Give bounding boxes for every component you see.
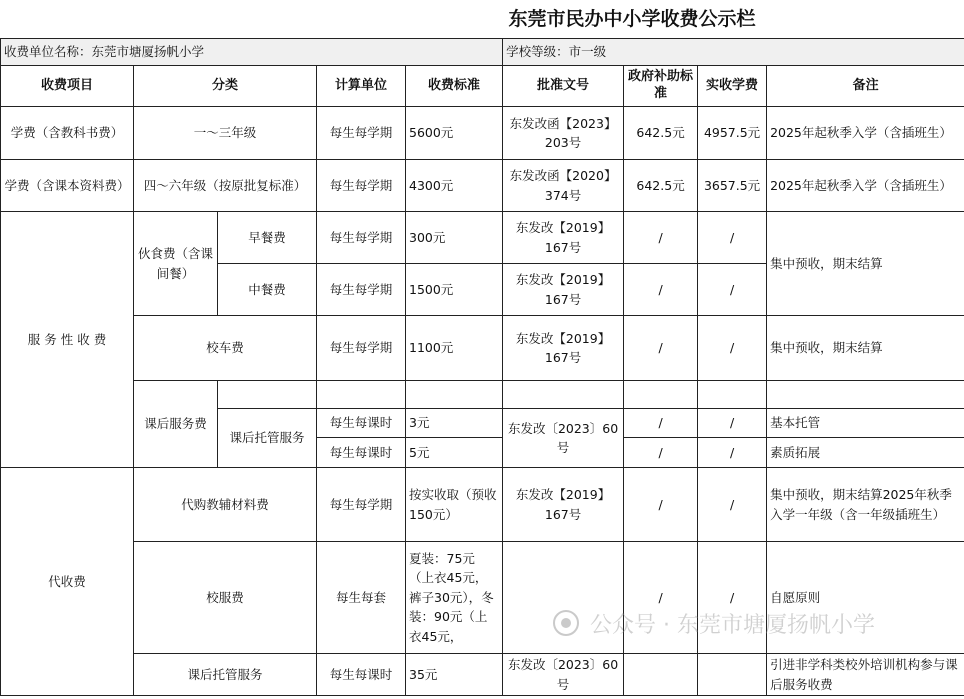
after-group: 课后服务费 xyxy=(134,381,218,468)
empty-cell xyxy=(406,381,503,409)
empty-cell xyxy=(218,381,317,409)
col-subsidy: 政府补助标准 xyxy=(624,66,698,107)
fee-table xyxy=(0,38,964,696)
care-standard: 35元 xyxy=(406,654,503,696)
tuition1-remark: 2025年起秋季入学（含插班生） xyxy=(767,107,964,160)
extend-standard: 5元 xyxy=(406,438,503,468)
empty-cell xyxy=(503,381,624,409)
uniform-doc xyxy=(503,542,624,654)
tuition2-remark: 2025年起秋季入学（含插班生） xyxy=(767,160,964,212)
lunch-unit: 每生每学期 xyxy=(317,264,406,316)
empty-cell xyxy=(317,381,406,409)
tuition1-unit: 每生每学期 xyxy=(317,107,406,160)
breakfast-name: 早餐费 xyxy=(218,212,317,264)
bus-remark: 集中预收，期末结算 xyxy=(767,316,964,381)
tuition1-subsidy: 642.5元 xyxy=(624,107,698,160)
empty-cell xyxy=(698,381,767,409)
empty-cell xyxy=(767,381,964,409)
materials-name: 代购教辅材料费 xyxy=(134,468,317,542)
tuition1-standard: 5600元 xyxy=(406,107,503,160)
materials-remark: 集中预收，期末结算2025年秋季入学一年级（含一年级插班生） xyxy=(767,468,964,542)
tuition2-category: 四～六年级（按原批复标准） xyxy=(134,160,317,212)
table-row xyxy=(1,316,964,381)
col-remark: 备注 xyxy=(767,66,964,107)
col-actual: 实收学费 xyxy=(698,66,767,107)
table-row xyxy=(1,160,964,212)
watermark-text: 公众号 · 东莞市塘厦扬帆小学 xyxy=(590,613,875,638)
col-category: 分类 xyxy=(134,66,317,107)
tuition1-item: 学费（含教科书费） xyxy=(1,107,134,160)
breakfast-unit: 每生每学期 xyxy=(317,212,406,264)
col-standard: 收费标准 xyxy=(406,66,503,107)
tuition1-category: 一～三年级 xyxy=(134,107,317,160)
lunch-standard: 1500元 xyxy=(406,264,503,316)
extend-subsidy: / xyxy=(624,438,698,468)
uniform-standard: 夏装：75元（上衣45元，裤子30元），冬装：90元（上衣45元， xyxy=(406,542,503,654)
breakfast-actual: / xyxy=(698,212,767,264)
materials-actual: / xyxy=(698,468,767,542)
table-row xyxy=(1,107,964,160)
basic-remark: 基本托管 xyxy=(767,409,964,438)
care-name: 课后托管服务 xyxy=(134,654,317,696)
uniform-unit: 每生每套 xyxy=(317,542,406,654)
meal-group: 伙食费（含课间餐） xyxy=(134,212,218,316)
extend-actual: / xyxy=(698,438,767,468)
care-unit: 每生每课时 xyxy=(317,654,406,696)
col-item: 收费项目 xyxy=(1,66,134,107)
col-doc: 批准文号 xyxy=(503,66,624,107)
table-row xyxy=(1,654,964,696)
extend-remark: 素质拓展 xyxy=(767,438,964,468)
basic-standard: 3元 xyxy=(406,409,503,438)
care-remark: 引进非学科类校外培训机构参与课后服务收费 xyxy=(767,654,964,696)
after-doc: 东发改〔2023〕60号 xyxy=(503,409,624,468)
tuition1-doc: 东发改函【2023】203号 xyxy=(503,107,624,160)
bus-doc: 东发改【2019】167号 xyxy=(503,316,624,381)
lunch-doc: 东发改【2019】167号 xyxy=(503,264,624,316)
lunch-subsidy: / xyxy=(624,264,698,316)
materials-standard: 按实收取（预收150元） xyxy=(406,468,503,542)
collect-item: 代收费 xyxy=(1,468,134,696)
tuition2-subsidy: 642.5元 xyxy=(624,160,698,212)
uniform-subsidy: / xyxy=(624,542,698,654)
col-unit: 计算单位 xyxy=(317,66,406,107)
uniform-actual: / xyxy=(698,542,767,654)
school-grade: 学校等级：市一级 xyxy=(503,39,964,66)
meal-remark: 集中预收，期末结算 xyxy=(767,212,964,316)
tuition2-standard: 4300元 xyxy=(406,160,503,212)
header-row xyxy=(1,66,964,107)
bus-standard: 1100元 xyxy=(406,316,503,381)
materials-subsidy: / xyxy=(624,468,698,542)
uniform-remark: 自愿原则 xyxy=(767,542,964,654)
empty-cell xyxy=(624,654,698,696)
tuition2-unit: 每生每学期 xyxy=(317,160,406,212)
bus-actual: / xyxy=(698,316,767,381)
bus-subsidy: / xyxy=(624,316,698,381)
breakfast-subsidy: / xyxy=(624,212,698,264)
care-doc: 东发改〔2023〕60号 xyxy=(503,654,624,696)
after-sub: 课后托管服务 xyxy=(218,409,317,468)
empty-cell xyxy=(624,381,698,409)
breakfast-doc: 东发改【2019】167号 xyxy=(503,212,624,264)
table-row xyxy=(1,381,964,409)
info-row xyxy=(1,39,964,66)
tuition2-actual: 3657.5元 xyxy=(698,160,767,212)
basic-subsidy: / xyxy=(624,409,698,438)
tuition2-doc: 东发改函【2020】374号 xyxy=(503,160,624,212)
table-row xyxy=(1,212,964,264)
table-row xyxy=(1,542,964,654)
extend-unit: 每生每课时 xyxy=(317,438,406,468)
empty-cell xyxy=(698,654,767,696)
lunch-name: 中餐费 xyxy=(218,264,317,316)
service-item: 服 务 性 收 费 xyxy=(1,212,134,468)
materials-unit: 每生每学期 xyxy=(317,468,406,542)
page-title: 东莞市民办中小学收费公示栏 xyxy=(508,8,756,30)
bus-name: 校车费 xyxy=(134,316,317,381)
table-row xyxy=(1,468,964,542)
uniform-name: 校服费 xyxy=(134,542,317,654)
unit-name: 收费单位名称：东莞市塘厦扬帆小学 xyxy=(1,39,503,66)
tuition1-actual: 4957.5元 xyxy=(698,107,767,160)
bus-unit: 每生每学期 xyxy=(317,316,406,381)
lunch-actual: / xyxy=(698,264,767,316)
breakfast-standard: 300元 xyxy=(406,212,503,264)
materials-doc: 东发改【2019】167号 xyxy=(503,468,624,542)
basic-actual: / xyxy=(698,409,767,438)
basic-unit: 每生每课时 xyxy=(317,409,406,438)
tuition2-item: 学费（含课本资料费） xyxy=(1,160,134,212)
